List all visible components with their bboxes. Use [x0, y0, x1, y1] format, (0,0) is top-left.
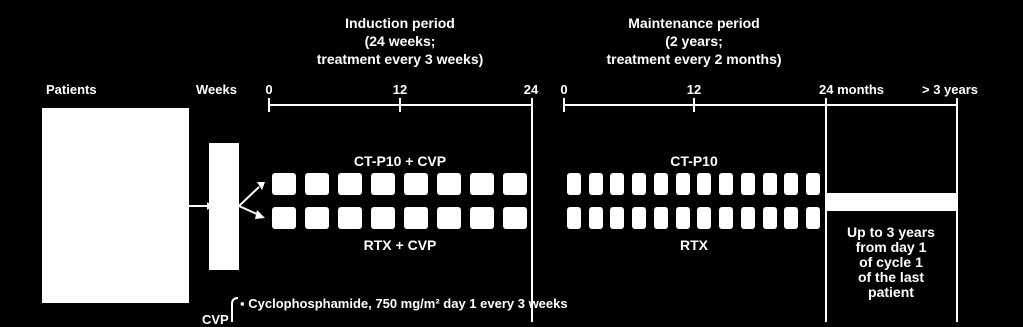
induction-cycle-top: [470, 173, 494, 195]
maintenance-cycle-top: [784, 173, 798, 195]
bullet-icon: ▪: [240, 296, 249, 311]
induction-cycle-top: [437, 173, 461, 195]
induction-cycle-top: [272, 173, 296, 195]
patients-box: [42, 108, 189, 303]
maintenance-cycle-bottom: [567, 207, 581, 229]
maintenance-cycle-top: [610, 173, 624, 195]
induction-tick-0: 0: [265, 82, 273, 97]
maintenance-cycle-top: [806, 173, 820, 195]
maintenance-duration: (2 years;: [665, 33, 723, 49]
maintenance-cycle-bottom: [784, 207, 798, 229]
followup-line-4: of the last: [857, 269, 925, 285]
followup-line-5: patient: [868, 284, 914, 300]
maintenance-cycle-top: [654, 173, 668, 195]
induction-cycle-bottom: [470, 207, 494, 229]
induction-cycle-top: [404, 173, 428, 195]
maintenance-cycle-bottom: [589, 207, 603, 229]
induction-cycle-bottom: [272, 207, 296, 229]
maintenance-tick-12: 12: [686, 82, 702, 97]
induction-cycle-bottom: [305, 207, 329, 229]
followup-line-3: of cycle 1: [859, 254, 923, 270]
followup-label: [825, 225, 957, 300]
randomization-arrows: [189, 160, 269, 230]
maintenance-cycle-bottom: [632, 207, 646, 229]
induction-cycle-top: [305, 173, 329, 195]
maintenance-period-header: [606, 14, 781, 68]
induction-arm-top-label: CT-P10 + CVP: [353, 153, 447, 169]
maintenance-tick-mark-0: [563, 98, 565, 112]
patients-label: Patients: [46, 82, 97, 97]
cvp-brace: [228, 296, 240, 322]
maintenance-cycle-top: [676, 173, 690, 195]
maintenance-cycle-top: [589, 173, 603, 195]
followup-line-1: Up to 3 years: [847, 224, 935, 240]
maintenance-cycle-bottom: [676, 207, 690, 229]
maintenance-frequency: treatment every 2 months): [606, 51, 782, 67]
induction-tick-mark-12: [399, 98, 401, 112]
induction-cycle-top: [371, 173, 395, 195]
induction-cycle-top: [503, 173, 527, 195]
maintenance-tick-0: 0: [560, 82, 568, 97]
induction-end-line: [531, 98, 533, 322]
maintenance-arm-top-label: CT-P10: [670, 153, 718, 169]
induction-duration: (24 weeks;: [364, 33, 436, 49]
followup-line-2: from day 1: [855, 239, 927, 255]
maintenance-timeline: [563, 104, 958, 106]
induction-cycle-top: [338, 173, 362, 195]
induction-cycle-bottom: [503, 207, 527, 229]
induction-cycle-bottom: [338, 207, 362, 229]
maintenance-tick-mark-12: [693, 98, 695, 112]
induction-title: Induction period: [345, 15, 455, 31]
cvp-label: CVP: [202, 312, 229, 327]
induction-cycle-bottom: [437, 207, 461, 229]
induction-tick-24: 24: [523, 82, 539, 97]
maintenance-cycle-top: [741, 173, 755, 195]
maintenance-title: Maintenance period: [628, 15, 760, 31]
maintenance-cycle-bottom: [719, 207, 733, 229]
maintenance-cycle-bottom: [610, 207, 624, 229]
maintenance-cycle-bottom: [697, 207, 711, 229]
induction-cycle-bottom: [404, 207, 428, 229]
induction-period-header: [317, 14, 484, 68]
followup-bar: [826, 193, 956, 211]
maintenance-cycle-top: [763, 173, 777, 195]
three-years-label: > 3 years: [922, 82, 979, 97]
footnote-item-1: [240, 296, 568, 311]
maintenance-cycle-top: [567, 173, 581, 195]
maintenance-cycle-bottom: [741, 207, 755, 229]
maintenance-arm-bottom-label: RTX: [680, 237, 708, 253]
maintenance-cycle-top: [719, 173, 733, 195]
induction-frequency: treatment every 3 weeks): [316, 51, 484, 67]
maintenance-cycle-top: [632, 173, 646, 195]
induction-cycle-bottom: [371, 207, 395, 229]
weeks-label: Weeks: [196, 82, 237, 97]
maintenance-tick-24-months: 24 months: [819, 82, 885, 97]
induction-tick-mark-0: [268, 98, 270, 112]
maintenance-cycle-bottom: [806, 207, 820, 229]
footnote-item-1-text: Cyclophosphamide, 750 mg/m² day 1 every 3 weeks: [248, 296, 568, 311]
maintenance-cycle-bottom: [654, 207, 668, 229]
maintenance-cycle-top: [697, 173, 711, 195]
induction-arm-bottom-label: RTX + CVP: [363, 237, 437, 253]
maintenance-cycle-bottom: [763, 207, 777, 229]
induction-tick-12: 12: [392, 82, 408, 97]
